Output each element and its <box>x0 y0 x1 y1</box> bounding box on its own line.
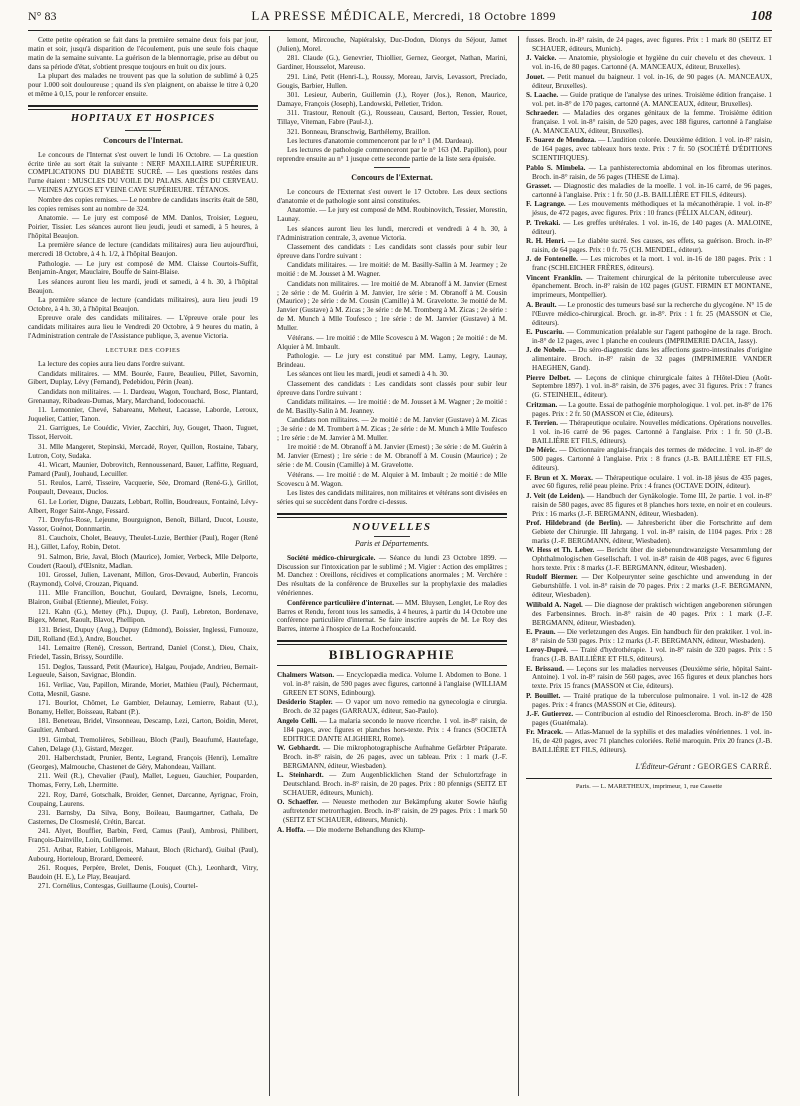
entry-text: — Le diabète sucré. Ses causes, ses effets, sa guérison. Broch. in-8° raisin, de 64 pages. Prix : 0 fr. 75 (CH. MENDEL, éditeur). <box>532 236 772 254</box>
bibliography-entry <box>526 401 772 419</box>
paragraph: 181. Beneteau, Bridel, Vinsonneau, Descamp, Lezi, Carton, Boidin, Meret, Gaultier, Ambard. <box>28 717 258 735</box>
entry-text: — Du séro-diagnostic dans les affections gastro-intestinales d'origine alimentaire. Broch. in-8° raisin de 32 pages (IMPRIMERIE VANDER HAEGHEN, Gand). <box>532 346 772 373</box>
paragraph: 91. Salmon, Brie, Javal, Bloch (Maurice), Jomier, Verbeck, Mlle Delporte, Coudert (Raoul), d'Œlsnitz, Madlan. <box>28 552 258 570</box>
paragraph: 131. Briest, Dupuy (Aug.), Dupuy (Edmond), Boissier, Inglessi, Fumouze, Dill, Rolland (Ed.), Andre, Bouchet. <box>28 625 258 643</box>
author: J. Veit (de Leiden). <box>526 491 585 500</box>
author: Grasset. <box>526 182 552 190</box>
entry-text: — Neueste methoden zur Bekämpfung akuter Sowie häufig auftretender metrorrhagien. Broch. in-8° raisin, de 29 pages. Prix : 1 mark 50 (SEITZ ET SCHAUER, éditeurs, Munich). <box>283 798 507 825</box>
paragraph: Les lectures de pathologie commenceront par le n° 163 (M. Papillon), pour reprendre ensuite au n° 1 jusque cette seconde partie de la liste sera épuisée. <box>277 146 507 164</box>
bibliography-entry <box>526 328 772 346</box>
paragraph: La première séance de lecture (candidats militaires) aura lieu aujourd'hui, mercredi 18 Octobre, à 4 h. 1/2, à l'hôpital Beaujon. <box>28 241 258 259</box>
entry-text: — Petit manuel du baigneur. 1 vol. in-16, de 90 pages (A. MANCEAUX, éditeur, Bruxelles). <box>532 72 772 90</box>
author: O. Schaeffer. <box>277 798 319 807</box>
entry-text: — Diagnostic des maladies de la moelle. 1 vol. in-16 carré, de 96 pages, cartonné à l'anglaise. Prix : 1 fr. 50 (J.-B. BAILLIÈRE ET FILS, éditeurs). <box>532 182 772 199</box>
paragraph: Epreuve orale des candidats militaires. — L'épreuve orale pour les candidats militaires aura lieu le Vendredi 20 Octobre, à 9 heures du matin, à l'Administration centrale de l'Assistance publique, 3, avenue Victoria. <box>28 314 258 341</box>
paragraph: Cette petite opération se fait dans la première semaine deux fois par jour, matin et soir, jusqu'à disparition de l'écoulement, puis une seule fois chaque matin de la semaine suivante. La guérison de la blennorragie, prise au début ou dans sa période d'état, s'obtient presque toujours en huit ou dix jours. <box>28 36 258 71</box>
nouvelles-title: NOUVELLES <box>352 520 432 533</box>
author: J. de Nobele. <box>526 346 567 355</box>
bibliography-entry <box>526 136 772 163</box>
section-rule <box>277 513 507 515</box>
section-rule <box>277 517 507 518</box>
paragraph: 211. Weil (R.), Chevalier (Paul), Mallet, Legueu, Gauchier, Pouparden, Thomas, Ferry, Leh, Lhermitte. <box>28 772 258 790</box>
issue-number: N° 83 <box>28 9 57 23</box>
bibliography-entry <box>526 546 772 573</box>
paragraph: 191. Gimbal, Tremolières, Sebilleau, Bloch (Paul), Beaufumé, Hautefage, Cahen, Delage (J.), Gistard, Mezger. <box>28 735 258 753</box>
printer-line: Paris. — L. MARETHEUX, imprimeur, 1, rue Cassette <box>526 778 772 792</box>
author: Vincent Franklin. <box>526 273 583 282</box>
bibliography-entry <box>526 374 772 401</box>
paragraph: 31. Mlle Mangeret, Stepinski, Mercadé, Royer, Quillon, Rostaine, Tabary, Lutron, Coty, Sudaka. <box>28 442 258 460</box>
entry-text: — Handbuch der Gynäkologie. Tome III, 2e partie. 1 vol. in-8° raisin de 580 pages, avec 85 figures et 8 planches hors texte, en noir et en couleurs. Prix : 16 marks (J.-F. BERGMANN, éditeur, Wiesbaden). <box>532 491 772 518</box>
paragraph: 41. Wicart, Maunier, Dobrovitch, Rennoussenard, Bauer, Laffitte, Reguard, Pamard (Paul), Jouhaud, Lecuiller. <box>28 461 258 478</box>
header-rule <box>28 30 772 31</box>
author: De Méric. <box>526 446 557 455</box>
paragraph: 21. Garrigues, Le Couédic, Vivier, Zacchiri, Juy, Gouget, Thaon, Tuguet, Tissot, Hervoit. <box>28 424 258 442</box>
news-items <box>277 554 507 635</box>
column-3 <box>526 36 772 1098</box>
paragraph: 111. Mlle Francillon, Bouchut, Goulard, Devraigne, Isnels, Lecornu, Blairon, Guibal (Etienne), Mieulet, Foisy. <box>28 589 258 607</box>
news-lead: Conférence particulière d'internat. <box>287 598 395 607</box>
nouvelles-subtitle: Paris et Départements. <box>355 538 429 548</box>
paragraph: 71. Dreyfus-Rose, Lejeune, Bourguignon, Benoît, Billard, Ducot, Louste, Vassor, Guénot, Donnmartin. <box>28 516 258 533</box>
entry-text: — La panhisterectomia abdominal en los fibromas uterinos. Broch. in-8° raisin, de 56 pages (THESE de Lima). <box>532 163 772 181</box>
entry-text: — Le pronostic des tumeurs basé sur la recherche du glycogène. N° 15 de l'Œuvre médico-chirurgical. Broch. gr. in-8°. Prix : 1 fr. 25 (MASSON et Cie, éditeurs). <box>532 300 772 327</box>
paragraph: 1re moitié : de M. Obranoff à M. Janvier (Ernest) ; 3e série : de M. Guérin à M. Janvier (Ernest) ; 1re série : de M. Obranoff à M. Cousin (Maurice) ; 2e série : de M. Cousin (Camille) à M. Gravelotte. <box>277 443 507 470</box>
entry-text: — Thérapeutique oculaire. Nouvelles médications. Opérations nouvelles. 1 vol. in-16 carré de 96 pages. Cartonné à l'anglaise. Prix : 1 fr. 50 (J.-B. BAILLIÈRE ET FILS, éditeurs). <box>532 419 772 445</box>
paragraph: La plupart des malades ne trouvent pas que la solution de sublimé à 0,25 pour 1.000 soit douloureuse ; quand ils s'en plaignent, on abaisse le titre à 0,20 et même à 0,15, pour le renforcer ensuite. <box>28 72 258 98</box>
paragraph: 291. Liné, Petit (Henri-L.), Roussy, Moreau, Jarvis, Levassort, Preciado, Gougis, Barbier, Hullen. <box>277 72 507 90</box>
journal-title <box>251 8 556 24</box>
bibliography-entry <box>526 646 772 664</box>
section-rule <box>277 640 507 642</box>
bibliography-entry <box>526 519 772 546</box>
author: A. Brault. <box>526 300 557 309</box>
paragraph: Candidats non militaires. — 1. Dardeau, Wagon, Touchard, Bosc, Plantard, Grenaunay, Ribadeau-Dumas, Mary, Marchand, Iodocouachi. <box>28 387 258 405</box>
bibliographie-title: BIBLIOGRAPHIE <box>328 647 456 663</box>
author: E. Puscariu. <box>526 328 565 336</box>
paragraph: Les séances auront lieu les lundi, mercredi et vendredi à 4 h. 30, à l'Administration centrale, 3, avenue Victoria. <box>277 224 507 242</box>
paragraph: Classement des candidats : Les candidats sont classés pour subir leur épreuve dans l'ordre suivant : <box>277 379 507 397</box>
paragraph: Pathologie. — Le jury est composé de MM. Claisse Courtois-Suffit, Benjamin-Anger, Mauclaire, Bouffe de Saint-Blaise. <box>28 259 258 277</box>
paragraph: Vétérans. — 1re moitié : de M. Alquier à M. Imbault ; 2e moitié : de Mlle Scovescu à M. Wagon. <box>277 470 507 488</box>
section-rule <box>28 105 258 107</box>
bibliography-entry <box>526 474 772 492</box>
paragraph: 251. Aribat, Rabier, Lobligeois, Mahaut, Bloch (Richard), Guibal (Paul), Aubourg, Horteloup, Brorard, Demeeré. <box>28 845 258 863</box>
paragraph: Candidats militaires. — 1re moitié : de M. Jousset à M. Wagner ; 2e moitié : de M. Basilly-Salin à M. Jeanney. <box>277 397 507 415</box>
author: Critzman. <box>526 400 558 409</box>
author: Chalmers Watson. <box>277 671 335 680</box>
lecture-list-continued <box>277 36 507 164</box>
paragraph: 171. Bourlot, Chômet, Le Gambier, Delaunay, Lemierre, Rabaut (U.), Bonamy, Heller, Boisseau, Rabant (P.). <box>28 699 258 717</box>
author: Pierre Delbet. <box>526 373 571 382</box>
author: W. Gebhardt. <box>277 743 321 752</box>
paragraph: Les listes des candidats militaires, non militaires et vétérans sont divisées en séries qui se succèdent dans l'ordre ci-dessus. <box>277 489 507 506</box>
internat-paragraphs <box>28 151 258 342</box>
entry-text: — L'audition colorée. Deuxième édition. 1 vol. in-8° raisin, de 164 pages, avec tableaux hors texte. Prix : 7 fr. 50 (SOCIÉTÉ D'ÉDITIONS SCIENTIFIQUES). <box>532 136 772 163</box>
entry-text: — Traitement chirurgical de la péritonite tuberculeuse avec épanchement. Broch. in-8° raisin de 102 pages (GUST. FIRMIN ET MONTANE, imprimeurs, Montpellier). <box>532 273 772 300</box>
section-rule <box>28 109 258 110</box>
entry-text: — Die diagnose der praktisch wichtigen angeborenen störungen des Farbensinnes. Broch. in-8° raisin de 40 pages. Prix : 1 mark (J.-F. BERGMANN, éditeur, Wiesbaden). <box>532 600 772 627</box>
entry-text: — Leçons sur les maladies nerveuses (Deuxième série, hôpital Saint-Antoine). 1 vol. in-8° raisin de 560 pages, avec 165 figures et deux planches hors texte. Prix 15 francs (MASSON et Cie, éditeurs). <box>532 664 772 691</box>
bibliography-entry <box>526 346 772 373</box>
paragraph: Les séances auront lieu les mardi, jeudi et samedi, à 4 h. 30, à l'hôpital Beaujon. <box>28 277 258 295</box>
bibliography-entry <box>277 744 507 771</box>
paragraph: Candidats militaires. — 1re moitié: de M. Basilly-Sallin à M. Jearmey ; 2e moitié : de M. Jousset à M. Wagner. <box>277 261 507 279</box>
author: Angelo Celli. <box>277 716 318 725</box>
bibliography-entry <box>277 671 507 698</box>
bibliography-entry <box>526 601 772 628</box>
bibliography-entry <box>526 692 772 710</box>
bibliography-list <box>277 671 507 834</box>
bibliography-entry <box>526 36 772 54</box>
author: Desiderio Stapler. <box>277 698 333 707</box>
bibliography-entry <box>526 274 772 301</box>
entry-text: — Zum Augenblicklichen Stand der Schulortzfrage in Deutschland. Broch. in-8° raisin, de 20 pages. Prix : 80 pfennigs (SEITZ ET SCHAUER, éditeurs, Munich). <box>283 771 507 797</box>
entry-text: — Contribucion al estudio del Rinoescleroma. Broch. in-8° de 150 pages (Guatémala). <box>532 710 772 727</box>
bibliography-list-continued <box>526 36 772 755</box>
paragraph: La première séance de lecture (candidats militaires), aura lieu jeudi 19 Octobre, à 4 h. 30, à l'hôpital Beaujon. <box>28 296 258 314</box>
bibliography-entry <box>526 728 772 755</box>
entry-text: — Traité d'hydrothérapie. 1 vol. in-8° raisin de 320 pages. Prix : 5 francs (J.-B. BAILLIÈRE ET FILS, éditeurs). <box>532 646 772 664</box>
paragraph: 61. Le Lorier, Digne, Dauzats, Lebbart, Rollin, Boudreaux, Fontainé, Lévy-Albert, Roger Saint-Ange, Fessard. <box>28 497 258 515</box>
author: W. Hess et Th. Leber. <box>526 546 595 555</box>
entry-text: — Maladies des organes génitaux de la femme. Troisième édition française. 1 vol. in-8° raisin, de 520 pages, avec 188 figures, cartonné à l'anglaise (A. MANCEAUX, éditeur, Bruxelles). <box>532 109 772 136</box>
entry-text: — Jahresbericht über die Fortschritte auf dem Gebiete der Chirurgie. III Jahrgang. 1 vol. in-8° raisin, de 1104 pages. Prix : 28 marks (J.-F. BERGMANN, éditeur, Wiesbaden). <box>532 519 772 545</box>
author: E. Brissaud. <box>526 664 565 673</box>
bibliography-entry <box>526 164 772 182</box>
issue-date: , Mercredi, 18 Octobre 1899 <box>405 9 557 23</box>
entry-text: — Die moderne Behandlung des Klump- <box>305 825 426 834</box>
paragraph: 101. Grossel, Julien, Lavenant, Millon, Gros-Devaud, Auberlin, Francois (Raymond), Colvé, Crouzan, Piquand. <box>28 570 258 588</box>
author: Rudolf Biermer. <box>526 573 578 582</box>
entry-text: — Leçons de clinique chirurgicale faites à l'Hôtel-Dieu (Août-Septembre 1897). 1 vol. in-8° raisin, de 376 pages, avec 31 figures. Prix : 7 francs (G. STEINHEIL, éditeur). <box>532 373 772 400</box>
author: Schraeder. <box>526 109 559 118</box>
divider <box>374 536 410 537</box>
entry-text: — La goutte. Essai de pathogénie morphologique. 1 vol. pet. in-8° de 176 pages. Prix : 2 fr. 50 (MASSON et Cie, éditeurs). <box>532 400 772 418</box>
author: Jouet. <box>526 72 545 81</box>
bibliography-entry <box>277 798 507 825</box>
bibliography-entry <box>526 237 772 255</box>
news-text: — MM. Bluysen, Lenglet, Le Roy des Barres et Rendu, feront tous les samedis, à 4 heures, à partir du 14 Octobre une conférence particulière d'internat. Se faire inscrire auprès de M. Le Roy des Barres, interne à l'hospice de La Rochefoucauld. <box>277 598 507 634</box>
bibliography-entry <box>277 717 507 744</box>
author: F. Suarez de Mendoza. <box>526 136 597 145</box>
paragraph: Les lectures d'anatomie commenceront par le n° 1 (M. Dardeau). <box>287 136 474 145</box>
entry-text: — Communication préalable sur l'agent pathogène de la rage. Broch. in-8° de 12 pages, avec 1 planche en couleurs (IMPRIMERIE DACIA, Jassy). <box>532 328 772 345</box>
bibliography-entry <box>526 219 772 237</box>
column-1 <box>28 36 258 1098</box>
author: F. Lagrange. <box>526 200 566 209</box>
author: Pablo S. Mimbela. <box>526 163 586 172</box>
bibliography-entry <box>526 446 772 473</box>
bibliography-entry <box>526 419 772 446</box>
paragraph: 11. Lemonnier, Chevé, Sabareanu, Meheut, Lacasse, Laborde, Leroux, Juquelier, Cattier, Tanon. <box>28 406 258 424</box>
paragraph: 151. Deglos, Taussard, Petit (Maurice), Halgau, Poujade, Andrieu, Bernait-Legueule, Saison, Savignac, Blondin. <box>28 662 258 680</box>
bibliography-entry <box>526 200 772 218</box>
author: Prof. Hildebrand (de Berlin). <box>526 519 622 528</box>
bibliography-entry <box>526 710 772 728</box>
paragraph: Le concours de l'Externat s'est ouvert le 17 Octobre. Les deux sections d'anatomie et de pathologie sont ainsi constituées. <box>277 188 507 205</box>
author: Wilibald A. Nagel. <box>526 600 583 609</box>
paragraph: Anatomie. — Le jury est composé de MM. Danlos, Troisier, Legueu, Poirier, Tissier. Les séances auront lieu jeudi, jeudi et samedi, à 5 heures, à l'hôpital Beaujon. <box>28 214 258 240</box>
column-divider <box>518 36 519 1096</box>
author: E. Praun. <box>526 627 556 636</box>
paragraph: 231. Barnsby, Da Silva, Bony, Boileau, Baumgartner, Cathala, De Casternes, De Closmeslé, Crétin, Barcat. <box>28 809 258 826</box>
news-item <box>277 599 507 635</box>
news-lead: Société médico-chirurgicale. <box>287 553 376 562</box>
paragraph: Candidats non militaires. — 2e moitié : de M. Janvier (Gustave) à M. Zicas ; 3e série : de M. Trombert à M. Zicas ; 2e série : de M. Munch à Mlle Toufesco ; 1re série : de M. Janvier à M. Muller. <box>277 416 507 443</box>
paragraph: Vétérans. — 1re moitié : de Mlle Scovescu à M. Wagon ; 2e moitié : de M. Alquier à M. Imbault. <box>277 333 507 351</box>
paragraph: 141. Lemaitre (René), Cresson, Bertrand, Daniel (Const.), Dieu, Chaix, Friedel, Tassin, Brissy, Sourdille. <box>28 644 258 662</box>
author: J. Vaicke. <box>526 54 557 63</box>
entry-text: — Atlas-Manuel de la syphilis et des maladies vénériennes. 1 vol. in-16, de 420 pages, avec 71 planches coloriées. Relié maroquin. Prix 20 francs (J.-B. BAILLIÈRE ET FILS, éditeurs). <box>532 728 772 755</box>
author: F. Terrien. <box>526 419 559 428</box>
paragraph: 281. Claude (G.), Genevrier, Thiollier, Gernez, Georget, Nathan, Marini, Gardiner, Housselot, Mareuso. <box>277 54 507 72</box>
column-2 <box>277 36 507 1098</box>
paragraph: 81. Cauchoix, Cholet, Beauvy, Theulet-Luzie, Berthier (Paul), Roger (René H.), Gillet, Lafoy, Robin, Detot. <box>28 534 258 552</box>
paragraph: Le concours de l'Internat s'est ouvert le lundi 16 Octobre. — La question écrite tirée au sort était la suivante : NERF MAXILLAIRE SUPÉRIEUR. COMPLICATIONS DU DIABÈTE SUCRÉ. — Les questions restées dans l'urne étaient : MUSCLES DU VOILE DU PALAIS. ABCÈS DU CERVEAU. — VEINES AZYGOS ET VEINE CAVE SUPÉRIEURE. TÉTANOS. <box>28 150 258 195</box>
subsection-title: Concours de l'Internat. <box>103 135 183 145</box>
paragraph: Nombre des copies remises. — Le nombre de candidats inscrits était de 580, les copies remises sont au nombre de 324. <box>28 195 258 213</box>
bibliography-entry <box>526 182 772 200</box>
column-divider <box>269 36 270 1096</box>
page-header <box>28 8 772 30</box>
entry-text: fusses. Broch. in-8° raisin, de 24 pages, avec figures. Prix : 1 mark 80 (SEITZ ET SCHAUER, éditeurs, Munich). <box>526 36 772 53</box>
lecture-list <box>28 370 258 892</box>
paragraph: Anatomie. — Le jury est composé de MM. Roubinovitch, Tessier, Morestin, Launay. <box>277 206 507 224</box>
paragraph: 271. Cornélius, Contesgas, Guillaume (Louis), Courtel- <box>38 882 198 891</box>
editor-name: GEORGES CARRÉ. <box>697 762 772 772</box>
author: J. de Fontenelle. <box>526 255 578 264</box>
entry-text: — Les microbes et la mort. 1 vol. in-16 de 180 pages. Prix : 1 franc (SCHLEICHER FRÈRES, éditeurs). <box>532 255 772 273</box>
paragraph: Pathologie. — Le jury est constitué par MM. Lamy, Legry, Launay, Brindeau. <box>277 351 507 369</box>
paragraph: Candidats non militaires. — 1re moitié de M. Abranoff à M. Janvier (Ernest ; 2e série : de M. Guérin à M. Janvier, 1re série : M. Obranoff à M. Cousin (Maurice) ; 2e série : de M. Cousin (Camille) à M. Gravelotte. 3e moitié de M. Janvier (Gustave) à M. Zicas ; 3e série : de M. Tromberg à M. Zicas ; 2e série : de M. Munch à Mlle Toufesco ; 1re série : de M. Janvier (Gustave) à M. Muller. <box>277 279 507 333</box>
news-text: — Séance du lundi 23 Octobre 1899. — Discussion sur l'intoxication par le sublimé ; M. Vigier : Action des emplâtres ; M. Danchez : Oreillons, récidives et complications anormales ; M. Verchère : Des résultats de la conférence de Bruxelles sur la prophylaxie des maladies vénériennes. <box>277 553 507 598</box>
entry-text: — Guide pratique de l'analyse des urines. Troisième édition française. 1 vol. pet. in-8° de 170 pages, cartonné (A. MANCEAUX, éditeur, Bruxelles). <box>532 90 772 108</box>
paragraph: La lecture des copies aura lieu dans l'ordre suivant. <box>38 360 185 369</box>
section-rule <box>277 644 507 645</box>
bibliography-entry <box>526 628 772 646</box>
entry-text: — Traité pratique de la tuberculose pulmonaire. 1 vol. in-12 de 428 pages. Prix : 4 francs (MASSON et Cie, éditeurs). <box>532 691 772 709</box>
author: J.-F. Gutierrez. <box>526 710 574 719</box>
externat-paragraphs <box>277 188 507 507</box>
paragraph: 261. Roques, Perpère, Brelet, Denis, Fouquet (Ch.), Leonhardt, Vitry, Baudoin (H. E.), Le Play, Beaujard. <box>28 863 258 881</box>
entry-text: — Anatomie, physiologie et hygiène du cuir chevelu et des cheveux. 1 vol. in-16, de 80 pages. Cartonné (A. MANCEAUX, éditeur, Bruxelles). <box>532 54 772 72</box>
entry-text: — Thérapeutique oculaire. 1 vol. in-18 jésus de 435 pages, avec 60 figures, relié peau pleine. Prix : 4 francs (OCTAVE DOIN, éditeur). <box>532 473 772 491</box>
author: A. Hoffa. <box>277 825 306 834</box>
entry-text: — Dictionnaire anglais-français des termes de médecine. 1 vol. in-8° de 500 pages. Cartonné à l'anglaise. Prix : 8 francs (J.-B. BAILLIÈRE ET FILS, éditeurs). <box>532 446 772 473</box>
bibliography-entry <box>277 698 507 716</box>
bibliography-entry <box>526 255 772 273</box>
entry-text: — Die verletzungen des Auges. Ein handbuch für den praktiker. 1 vol. in-8° raisin de 530 pages. Prix : 12 marks (J.-F. BERGMANN, éditeur, Wiesbaden). <box>532 627 772 645</box>
bibliography-entry <box>526 301 772 328</box>
paragraph: 51. Reulos, Larré, Tisseire, Vacquerie, Sée, Dromard (René-G.), Grillot, Poupault, Deveaux, Duclos. <box>28 479 258 497</box>
paragraph: 311. Trastour, Renoult (G.), Rousseau, Causard, Berton, Tessier, Rouet, Tillaye, Viteman, Fabre (Paul-J.). <box>277 109 507 127</box>
author: R. H. Henri. <box>526 236 566 245</box>
paragraph: 241. Alyet, Bouffier, Barbin, Ferd, Camus (Paul), Ambrosi, Philibert, François-Dainville, Loin, Guillemet. <box>28 827 258 845</box>
author: Fr. Mracek. <box>526 728 563 737</box>
bibliography-entry <box>526 73 772 91</box>
author: S. Laache. <box>526 90 559 99</box>
bibliography-entry <box>526 492 772 519</box>
paragraph: 221. Roy, Darré, Gotschalk, Broider, Gennet, Darcanne, Ayrignac, Froin, Coupaing, Laurens. <box>28 790 258 808</box>
paragraph: 121. Kahn (G.), Mettey (Ph.), Dupuy, (J. Paul), Lebreton, Bordenave, Bigex, Menet, Raoult, Blavot, Phellipon. <box>28 607 258 625</box>
entry-text: — Les mouvements méthodiques et la mécanothérapie. 1 vol. in-8° jésus, de 472 pages, avec figures. Prix : 10 francs (FÉLIX ALCAN, éditeur). <box>532 200 772 218</box>
divider <box>125 130 161 131</box>
journal-name: LA PRESSE MÉDICALE <box>251 8 406 23</box>
paragraph: Les séances ont lieu les mardi, jeudi et samedi à 4 h. 30. <box>287 370 449 379</box>
author: F. Brun et X. Morax. <box>526 473 593 482</box>
author: P. Bouillet. <box>526 691 561 700</box>
paragraph: Candidats militaires. — MM. Bourée, Faure, Beaulieu, Pillet, Savornin, Gibert, Duplay, Lévy (Fernand), Pedebidou, Périn (Jean). <box>28 369 258 387</box>
entry-text: — La malaria secondo le nuove ricerche. 1 vol. in-8° raisin, de 184 pages, avec figures et planches hors-texte. Prix : 4 francs (SOCIETÀ EDITRICE DANTE ALIGHIERI, Rome). <box>283 716 507 743</box>
bibliography-entry <box>526 91 772 109</box>
page-number: 108 <box>750 9 772 24</box>
paragraph: 301. Lesieur, Auberin, Guillemin (J.), Royer (Jos.), Renon, Maurice, Damaye, François (Joseph), Landowski, Pelletier, Tridon. <box>277 90 507 108</box>
bibliography-entry <box>526 54 772 72</box>
paragraph: 321. Bonneau, Branschwig, Barthélemy, Braillon. <box>287 127 431 136</box>
subsection-title: Concours de l'Externat. <box>351 173 433 183</box>
paragraph: Classement des candidats : Les candidats sont classés pour subir leur épreuve dans l'ordre suivant : <box>277 243 507 260</box>
lecture-title: LECTURE DES COPIES <box>105 347 181 355</box>
entry-text: — Bericht über die siebenundzwanzigste Versammlung der Ophthalmologischen Gesellschaft. 1 vol. in-8° raisin de 408 pages, avec 6 figures hors texte. Prix : 8 marks (J.-F. BERGMANN, éditeur, Wiesbaden). <box>532 546 772 573</box>
bibliography-entry <box>277 771 507 798</box>
entry-text: — Encyclopædia medica. Volume I. Abdomen to Bone. 1 vol. in-8° raisin, de 590 pages avec figures, cartonné à l'anglaise (WILLIAM GREEN ET SONS, Edinbourg). <box>283 671 507 697</box>
bibliography-entry <box>526 665 772 692</box>
author: Leroy-Dupré. <box>526 646 568 655</box>
entry-text: — O vapor um novo remedio na gynecologia e cirurgia. Broch. de 32 pages (GARRAUX, éditeur, Sao-Paulo). <box>283 698 507 716</box>
author: L. Steinhardt. <box>277 771 324 780</box>
editor-label: L'Éditeur-Gérant : <box>635 762 698 772</box>
editor-line <box>526 763 772 772</box>
author: P. Trekaki. <box>526 218 561 227</box>
paragraph: lemont, Mircouche, Napiéralsky, Duc-Dodon, Dionys du Séjour, Jamet (Julien), Morel. <box>277 36 507 53</box>
entry-text: — Les greffes urétérales. 1 vol. in-16, de 140 pages (A. MALOINE, éditeur). <box>532 218 772 236</box>
section-title: HOPITAUX ET HOSPICES <box>70 112 216 124</box>
divider <box>374 167 410 168</box>
bibliography-entry <box>277 826 507 835</box>
bibliography-entry <box>526 573 772 600</box>
bibliography-entry <box>526 109 772 136</box>
entry-text: — Die mikrophotographische Aufnahme Gefärbter Präparate. Broch. in-8° raisin, de 26 pages, avec un tableau. Prix : 1 mark (J.-F. BERGMANN, éditeur, Wiesbaden). <box>283 743 507 770</box>
paragraph: 161. Verliac, Vau, Papillon, Mirande, Moriet, Mathieu (Paul), Péchermaut, Cotta, Mesnil, Gasne. <box>28 680 258 698</box>
news-item <box>277 554 507 599</box>
entry-text: — Der Kolpeurynter seine geschichte und anwendung in der Geburtshülfe. 1 vol. in-8° raisin de 70 pages. Prix : 2 marks (J.-F. BERGMANN, éditeur, Wiesbaden). <box>532 573 772 600</box>
paragraph: 201. Halberchstadt, Prunier, Bentz, Legrand, François (Henri), Lemaître (Georges), Malmouche, Chastenet de Géry, Mahondeau, Vaillant. <box>28 754 258 771</box>
section-rule <box>277 665 507 666</box>
